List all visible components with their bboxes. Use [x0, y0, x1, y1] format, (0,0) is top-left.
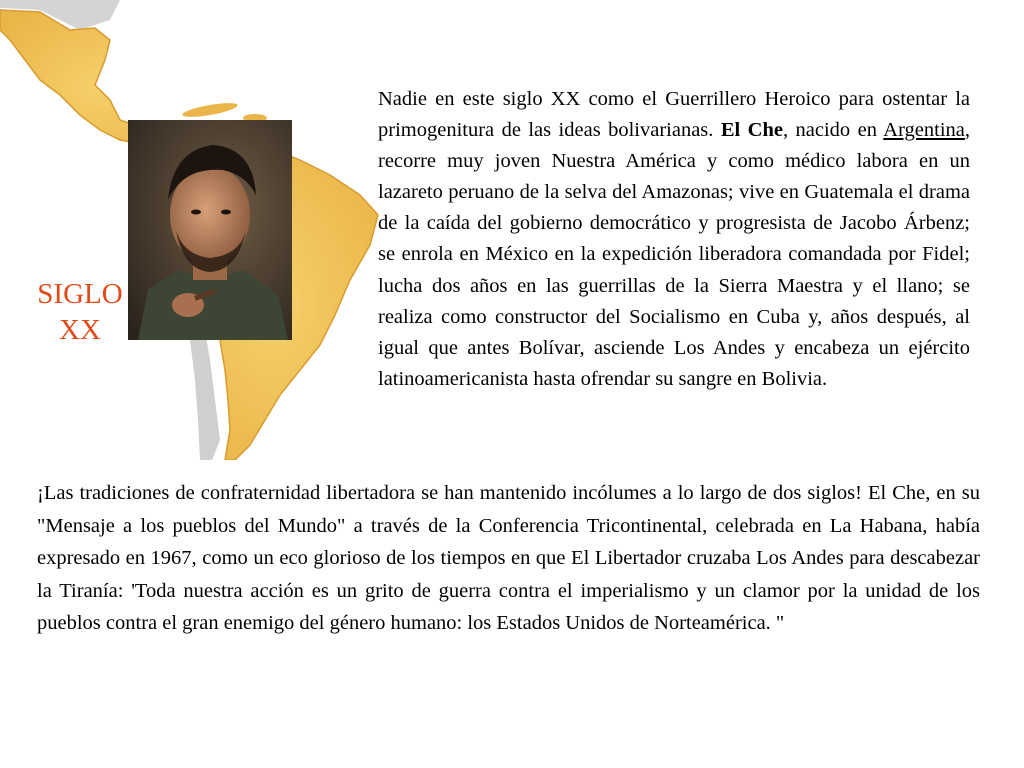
century-label	[30, 276, 130, 348]
century-label-line1: SIGLO	[37, 278, 123, 310]
argentina-link[interactable]: Argentina	[883, 119, 965, 142]
bio-part-2: , nacido en	[782, 119, 877, 142]
portrait-photo	[128, 120, 292, 340]
biography-paragraph	[378, 84, 970, 395]
bio-bold-name: El Che	[720, 119, 783, 142]
quote-paragraph: ¡Las tradiciones de confraternidad libertadora se han mantenido incólumes a lo largo de dos siglos! El Che, en su "Mensaje a los pueblos del Mundo" a través de la Conferencia Tricontinental, celebrada en La Habana, había expresado en 1967, como un eco glorioso de los tiempos en que El Libertador cruzaba Los Andes para descabezar la Tiranía: 'Toda nuestra acción es un grito de guerra contra el imperialismo y un clamor por la unidad de los pueblos contra el gran enemigo del género humano: los Estados Unidos de Norteamérica. "	[37, 482, 980, 634]
bio-part-1: Nadie en este siglo XX como el Guerrillero Heroico para ostentar la primogenitura de las ideas bolivarianas.	[378, 88, 970, 142]
portrait-illustration	[128, 120, 292, 340]
century-label-line2: XX	[59, 314, 101, 346]
bio-part-3: , recorre muy joven Nuestra América y como médico labora en un lazareto peruano de la selva del Amazonas; vive en Guatemala el drama de la caída del gobierno democrático y progresista de Jacobo Árbenz; se enrola en México en la expedición liberadora comandada por Fidel; lucha dos años en las guerrillas de la Sierra Maestra y el llano; se realiza como constructor del Socialismo en Cuba y, años después, al igual que antes Bolívar, asciende Los Andes y encabeza un ejército latinoamericanista hasta ofrendar su sangre en Bolivia.	[378, 119, 970, 390]
map-cuba	[182, 100, 239, 120]
